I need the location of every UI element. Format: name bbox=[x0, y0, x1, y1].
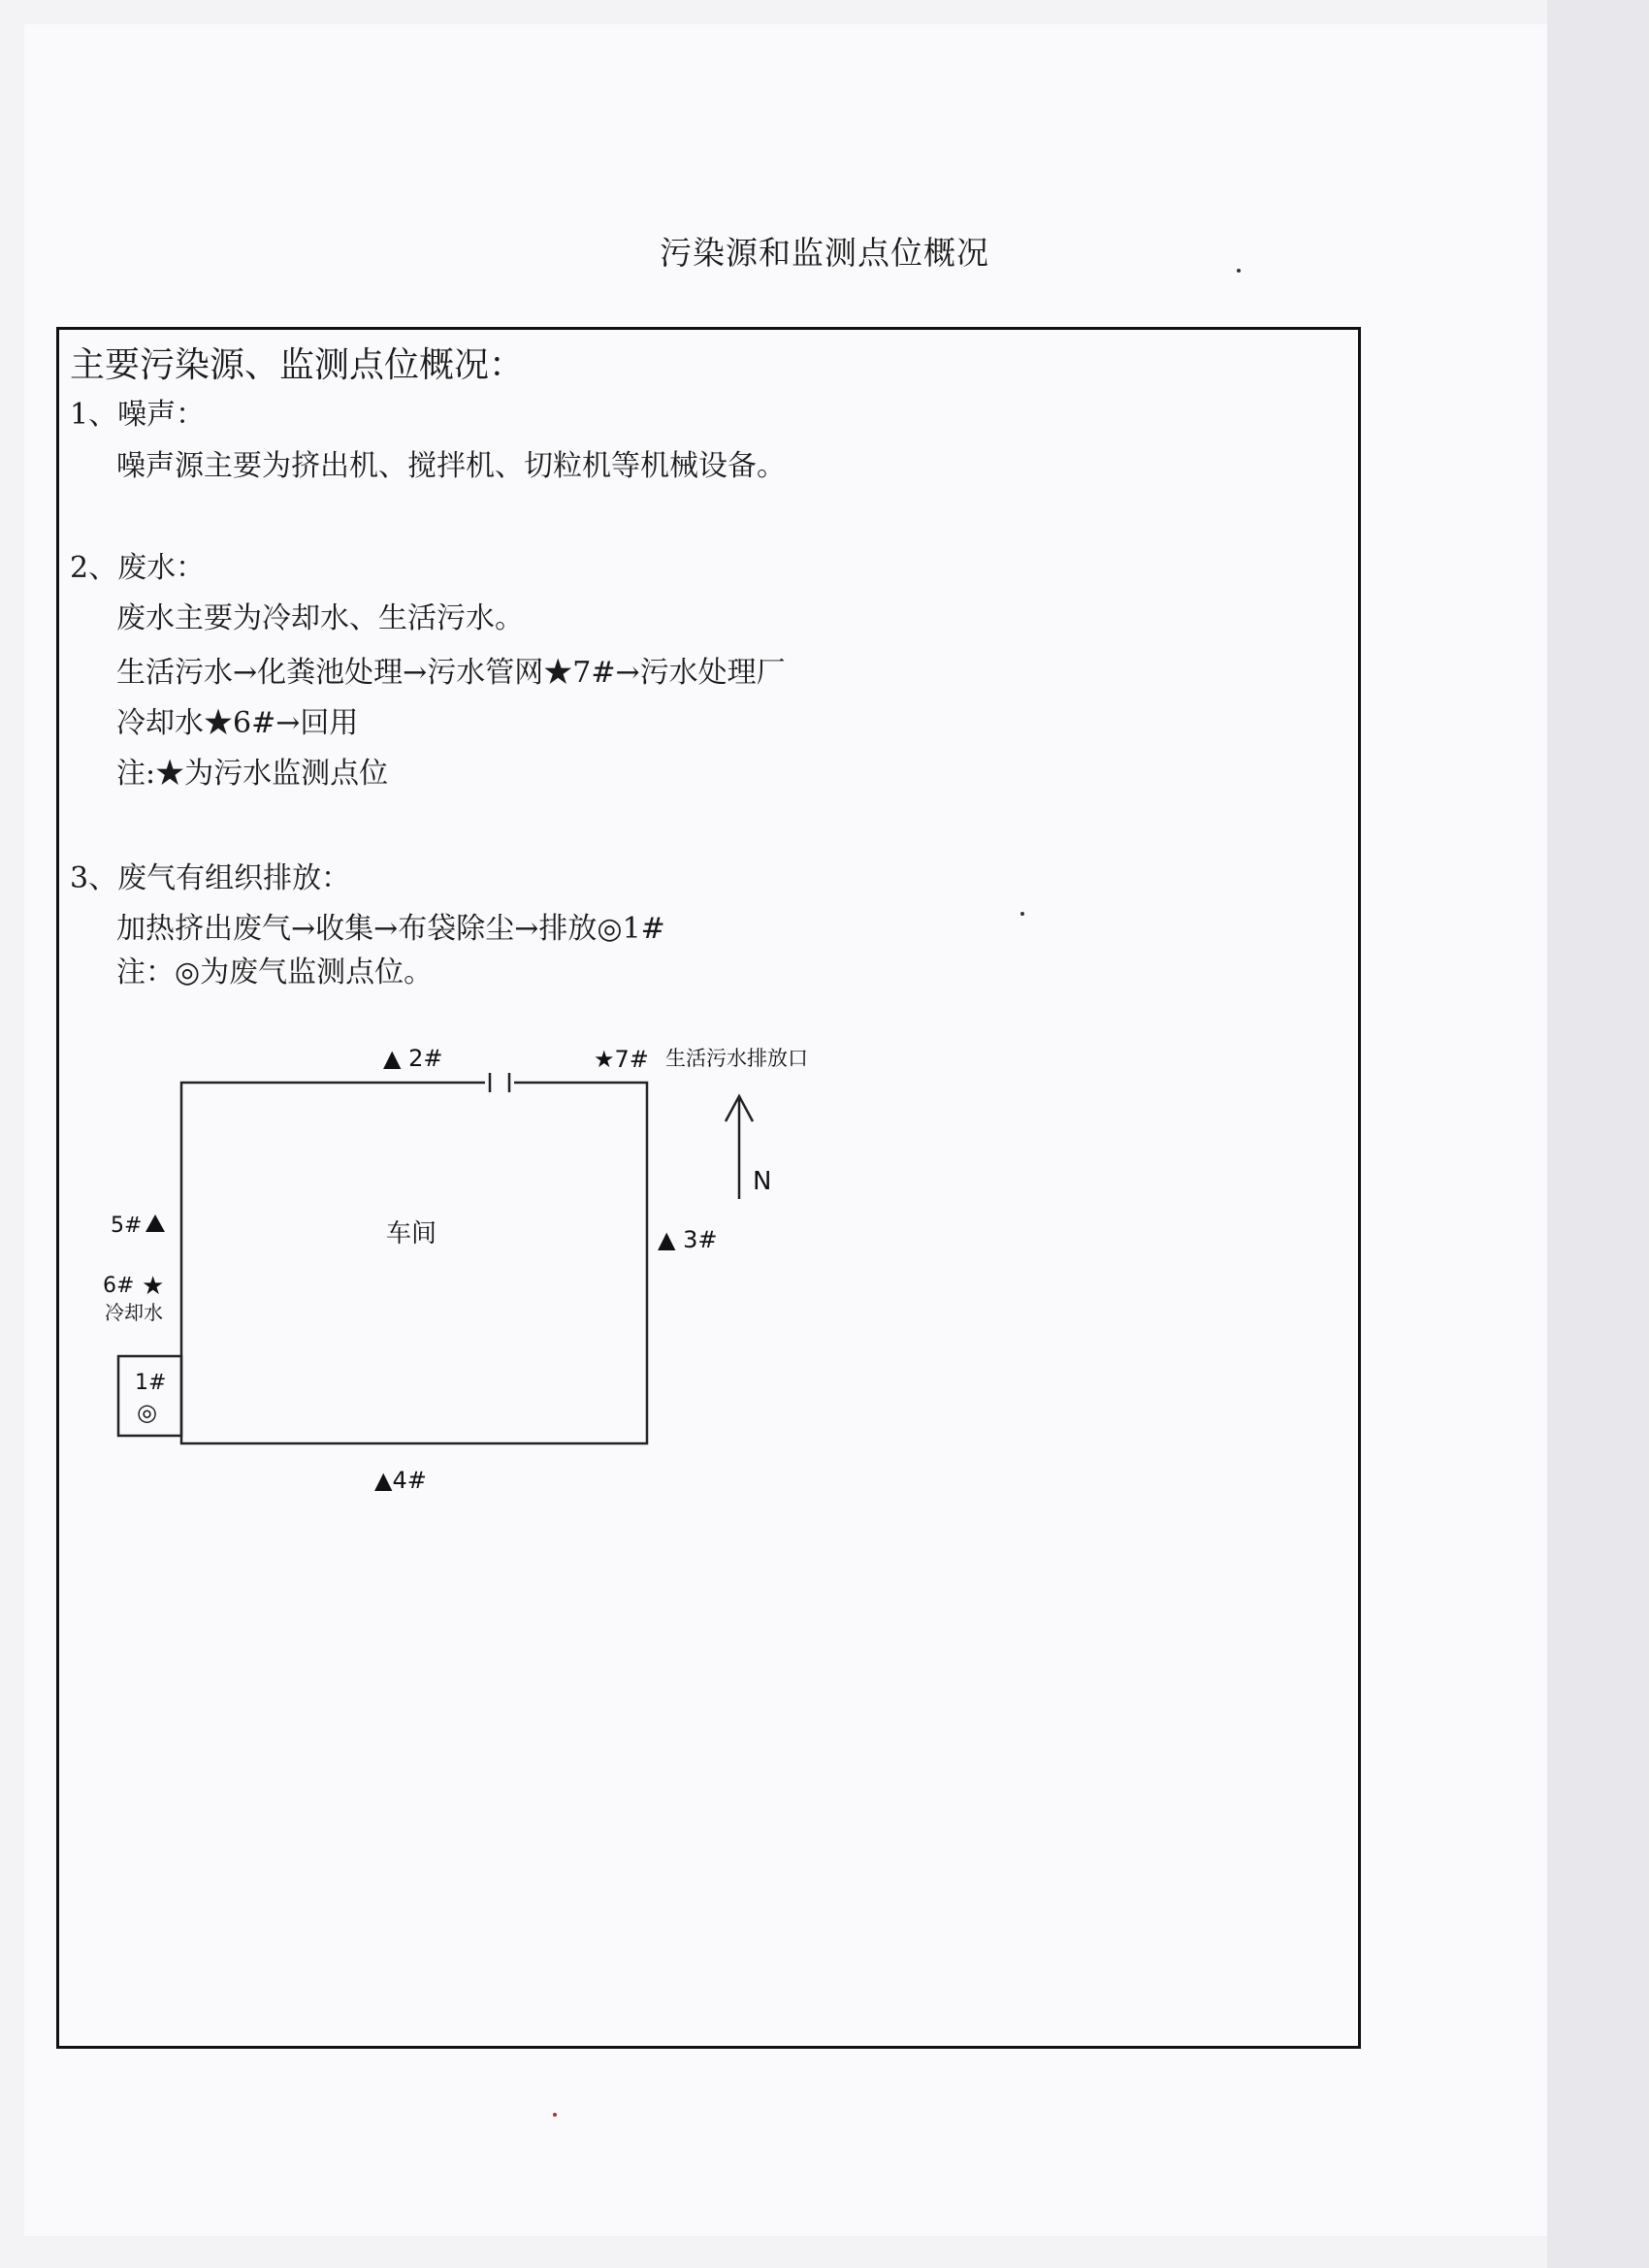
exhaust-monitor-icon: ◎ bbox=[137, 1399, 157, 1426]
point-7-label: ★7# bbox=[594, 1046, 649, 1073]
exhaust-title: 3、废气有组织排放： bbox=[70, 861, 351, 895]
point-5-label: 5# bbox=[111, 1214, 143, 1238]
point-2-label: ▲ 2# bbox=[383, 1045, 443, 1072]
page-title: 污染源和监测点位概况 bbox=[660, 234, 989, 272]
point-3-label: ▲ 3# bbox=[658, 1226, 718, 1253]
scan-speck bbox=[1020, 912, 1024, 916]
point-6-star-icon: ★ bbox=[142, 1272, 165, 1301]
noise-line-1: 噪声源主要为挤出机、搅拌机、切粒机等机械设备。 bbox=[116, 449, 786, 483]
point-4-label: ▲4# bbox=[374, 1467, 427, 1494]
point-6-label: 6# bbox=[103, 1274, 135, 1298]
wastewater-line-1: 废水主要为冷却水、生活污水。 bbox=[116, 601, 524, 635]
noise-title: 1、噪声： bbox=[70, 398, 206, 432]
exhaust-note: 注：◎为废气监测点位。 bbox=[116, 956, 434, 989]
workshop-label: 车间 bbox=[386, 1219, 437, 1248]
wastewater-line-3: 冷却水★6#→回用 bbox=[116, 706, 359, 740]
point-1-label: 1# bbox=[135, 1371, 167, 1395]
north-label: N bbox=[753, 1167, 772, 1196]
outlet-label: 生活污水排放口 bbox=[665, 1047, 808, 1070]
exhaust-line-1: 加热挤出废气→收集→布袋除尘→排放◎1# bbox=[116, 912, 665, 946]
workshop-rect bbox=[181, 1083, 647, 1443]
scan-speck bbox=[1237, 269, 1241, 273]
cooling-water-label: 冷却水 bbox=[105, 1301, 163, 1324]
wastewater-line-2: 生活污水→化粪池处理→污水管网★7#→污水处理厂 bbox=[116, 656, 786, 690]
wastewater-note: 注:★为污水监测点位 bbox=[116, 757, 389, 791]
scan-speck bbox=[553, 2113, 557, 2117]
wastewater-title: 2、废水： bbox=[70, 551, 206, 585]
section-heading: 主要污染源、监测点位概况： bbox=[70, 345, 525, 385]
point-5-triangle-icon bbox=[146, 1215, 165, 1232]
